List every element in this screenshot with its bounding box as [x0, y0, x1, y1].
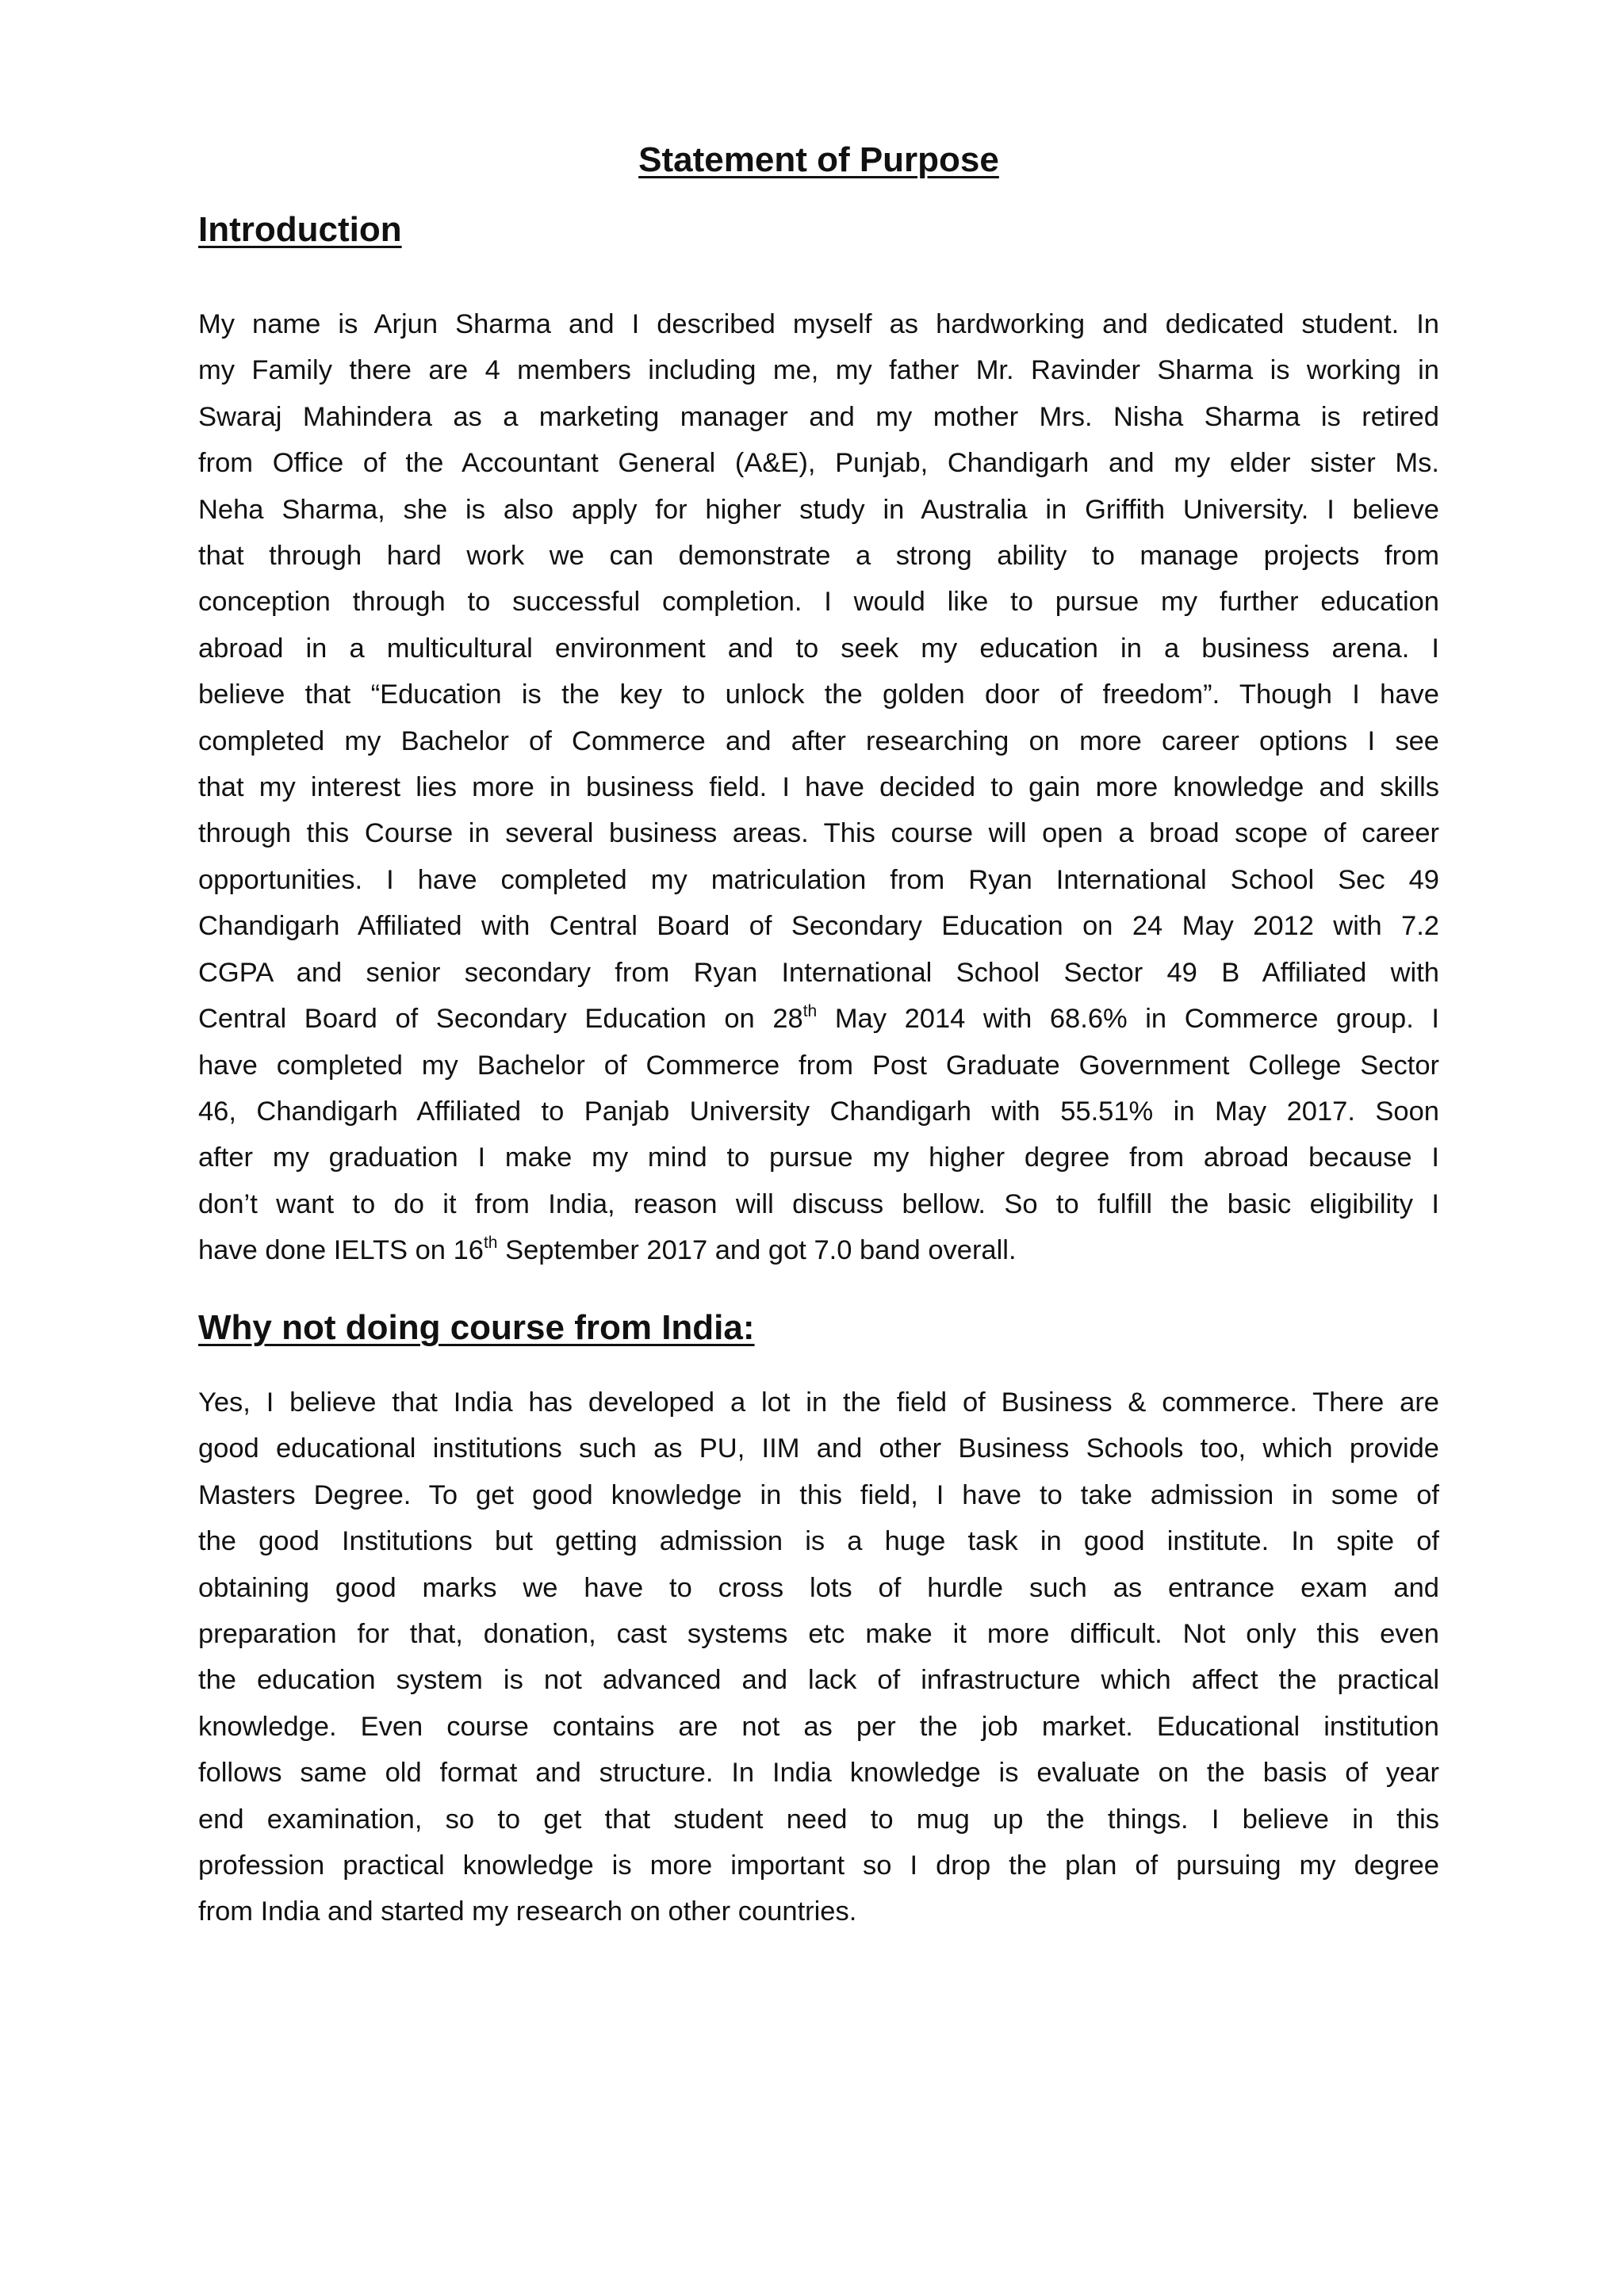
line-text: Central Board of Secondary Education on 28 — [198, 1004, 803, 1035]
document-page — [198, 0, 1439, 2296]
introduction-heading: Introduction — [198, 210, 402, 249]
paragraph-line: My name is Arjun Sharma and I described myself as hardworking and dedicated student. In — [198, 309, 1439, 339]
ordinal-suffix: th — [802, 1002, 818, 1021]
paragraph-line: from India and started my research on other countries. — [198, 1896, 857, 1927]
line-text: May 2014 with 68.6% in Commerce group. I — [817, 1004, 1439, 1035]
paragraph-line: 46, Chandigarh Affiliated to Panjab University Chandigarh with 55.51% in May 2017. Soon — [198, 1096, 1439, 1127]
paragraph-line: profession practical knowledge is more important so I drop the plan of pursuing my degree — [198, 1850, 1439, 1881]
paragraph-line: end examination, so to get that student need to mug up the things. I believe in this — [198, 1804, 1439, 1835]
paragraph-line — [198, 996, 1439, 1042]
paragraph-line: completed my Bachelor of Commerce and after researching on more career options I see — [198, 725, 1439, 756]
paragraph-line: Yes, I believe that India has developed a lot in the field of Business & commerce. There are — [198, 1387, 1439, 1418]
paragraph-line: Masters Degree. To get good knowledge in this field, I have to take admission in some of — [198, 1479, 1439, 1510]
document-title-text: Statement of Purpose — [638, 140, 999, 179]
paragraph-line: follows same old format and structure. In India knowledge is evaluate on the basis of year — [198, 1758, 1439, 1789]
paragraph-line: Swaraj Mahindera as a marketing manager and my mother Mrs. Nisha Sharma is retired — [198, 401, 1439, 432]
paragraph-line: obtaining good marks we have to cross lots of hurdle such as entrance exam and — [198, 1572, 1439, 1603]
ordinal-suffix: th — [483, 1234, 498, 1253]
document-title — [198, 136, 1439, 184]
paragraph-line: from Office of the Accountant General (A&E), Punjab, Chandigarh and my elder sister Ms. — [198, 448, 1439, 479]
paragraph-line: preparation for that, donation, cast systems etc make it more difficult. Not only this even — [198, 1619, 1439, 1650]
paragraph-line: my Family there are 4 members including me, my father Mr. Ravinder Sharma is working in — [198, 355, 1439, 386]
paragraph-line: abroad in a multicultural environment and to seek my education in a business arena. I — [198, 633, 1439, 664]
paragraph-line: believe that “Education is the key to unlock the golden door of freedom”. Though I have — [198, 679, 1439, 710]
paragraph-line: opportunities. I have completed my matriculation from Ryan International School Sec 49 — [198, 864, 1439, 895]
why-not-india-heading: Why not doing course from India: — [198, 1308, 755, 1347]
line-text: September 2017 and got 7.0 band overall. — [497, 1235, 1017, 1266]
paragraph-line: don’t want to do it from India, reason will discuss bellow. So to fulfill the basic eligibility I — [198, 1188, 1439, 1219]
paragraph-line: CGPA and senior secondary from Ryan International School Sector 49 B Affiliated with — [198, 957, 1439, 988]
paragraph-line: knowledge. Even course contains are not as per the job market. Educational institution — [198, 1711, 1439, 1742]
paragraph-line: Neha Sharma, she is also apply for higher study in Australia in Griffith University. I believe — [198, 494, 1439, 525]
line-text: have done IELTS on 16 — [198, 1235, 484, 1266]
why-not-india-paragraph — [198, 1380, 1439, 1935]
paragraph-line: the good Institutions but getting admission is a huge task in good institute. In spite of — [198, 1526, 1439, 1557]
paragraph-line: through this Course in several business areas. This course will open a broad scope of career — [198, 818, 1439, 849]
paragraph-line: conception through to successful completion. I would like to pursue my further education — [198, 587, 1439, 618]
paragraph-line — [198, 1227, 1439, 1273]
paragraph-line: the education system is not advanced and lack of infrastructure which affect the practical — [198, 1665, 1439, 1696]
paragraph-line: have completed my Bachelor of Commerce from Post Graduate Government College Sector — [198, 1050, 1439, 1081]
introduction-paragraph — [198, 301, 1439, 1274]
paragraph-line: that my interest lies more in business field. I have decided to gain more knowledge and skills — [198, 772, 1439, 803]
paragraph-line: that through hard work we can demonstrate a strong ability to manage projects from — [198, 541, 1439, 572]
paragraph-line: Chandigarh Affiliated with Central Board of Secondary Education on 24 May 2012 with 7.2 — [198, 911, 1439, 942]
paragraph-line: good educational institutions such as PU, IIM and other Business Schools too, which provide — [198, 1433, 1439, 1464]
paragraph-line: after my graduation I make my mind to pursue my higher degree from abroad because I — [198, 1142, 1439, 1173]
